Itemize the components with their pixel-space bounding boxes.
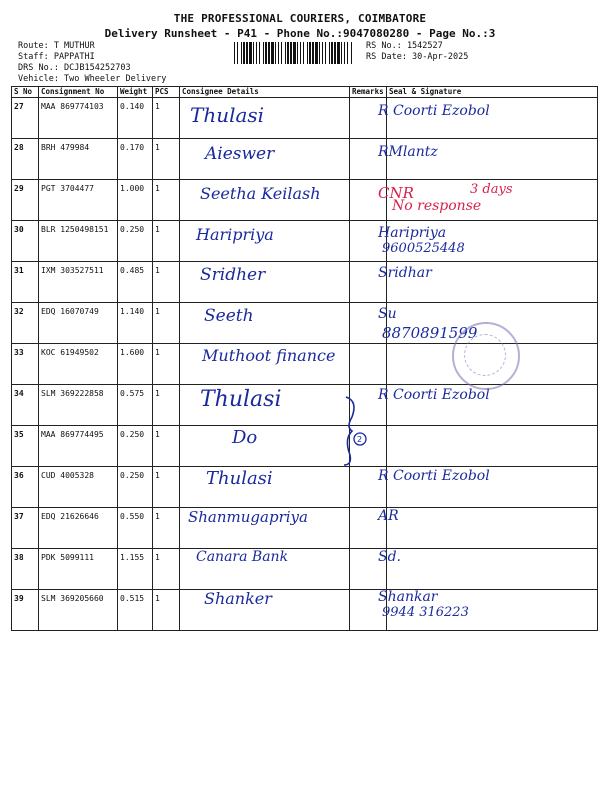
pcs-cell: 1 [153, 139, 180, 180]
consignee-name: Thulasi [206, 467, 273, 489]
barcode-bar [253, 42, 254, 64]
weight-cell: 0.575 [118, 385, 153, 426]
weight-cell: 0.250 [118, 426, 153, 467]
rs-date: RS Date: 30-Apr-2025 [366, 52, 469, 62]
signature-cell [387, 508, 598, 549]
runsheet-subtitle: Delivery Runsheet - P41 - Phone No.:9047080280 - Page No.:3 [104, 27, 496, 40]
consignee-name: Thulasi [200, 386, 282, 412]
weight-cell: 0.250 [118, 221, 153, 262]
route-info [18, 41, 166, 85]
pcs-cell: 1 [153, 98, 180, 139]
consignee-name: Haripriya [196, 224, 274, 244]
consignee-name: Shanker [204, 589, 272, 608]
barcode-bar [265, 42, 267, 64]
consignee-name: Shanmugapriya [188, 508, 308, 526]
signature: CNR [378, 184, 414, 202]
drs-label: DRS No.: DCJB154252703 [18, 63, 131, 73]
barcode-bar [315, 42, 318, 64]
consignee-name: Do [232, 427, 258, 448]
consignment-cell: BLR 1250498151 [39, 221, 118, 262]
consignment-cell: EDQ 16070749 [39, 303, 118, 344]
signature: R Coorti Ezobol [378, 467, 490, 484]
consignee-name: Seetha Keilash [200, 184, 321, 203]
sno-cell: 34 [12, 385, 39, 426]
signature: Haripriya [378, 224, 447, 241]
consignment-cell: PDK 5099111 [39, 549, 118, 590]
consignment-cell: SLM 369222858 [39, 385, 118, 426]
weight-cell: 1.600 [118, 344, 153, 385]
pcs-cell: 1 [153, 262, 180, 303]
barcode-bar [329, 42, 330, 64]
remarks-cell [350, 344, 387, 385]
table-row [12, 98, 598, 139]
signature: Shankar [378, 589, 438, 605]
consignment-cell: MAA 869774103 [39, 98, 118, 139]
remark-note: 3 days [470, 182, 513, 197]
company-title: THE PROFESSIONAL COURIERS, COIMBATORE [173, 12, 427, 25]
signature: Su [378, 305, 397, 322]
sno-cell: 28 [12, 139, 39, 180]
barcode-bar [263, 42, 264, 64]
table-row [12, 221, 598, 262]
barcode-bar [297, 42, 298, 64]
weight-cell: 1.155 [118, 549, 153, 590]
barcode-bar [337, 42, 340, 64]
table-row [12, 385, 598, 426]
consignment-cell: SLM 369205660 [39, 590, 118, 631]
barcode-bar [331, 42, 333, 64]
barcode-bar [300, 42, 301, 64]
barcode-bar [268, 42, 270, 64]
weight-cell: 1.140 [118, 303, 153, 344]
consignment-cell: PGT 3704477 [39, 180, 118, 221]
rs-number: RS No.: 1542527 [366, 41, 443, 51]
sno-cell: 36 [12, 467, 39, 508]
pcs-cell: 1 [153, 385, 180, 426]
bracket-mark-icon [340, 395, 368, 467]
weight-cell: 1.000 [118, 180, 153, 221]
barcode-bar [334, 42, 336, 64]
pcs-cell: 1 [153, 344, 180, 385]
consignment-cell: IXM 303527511 [39, 262, 118, 303]
signature: Sridhar [378, 265, 432, 281]
sno-cell: 32 [12, 303, 39, 344]
barcode-bar [303, 42, 304, 64]
signature-cell [387, 426, 598, 467]
col-remarks: Remarks [350, 87, 387, 98]
consignee-name: Seeth [204, 305, 254, 326]
consignment-cell: CUD 4005328 [39, 467, 118, 508]
barcode-bar [351, 42, 352, 64]
barcode-bar [249, 42, 252, 64]
consignee-name: Thulasi [190, 103, 265, 127]
barcode-bar [281, 42, 282, 64]
col-consignment: Consignment No [39, 87, 118, 98]
barcode-bar [243, 42, 245, 64]
table-row [12, 426, 598, 467]
sno-cell: 30 [12, 221, 39, 262]
table-row [12, 262, 598, 303]
barcode-bar [322, 42, 323, 64]
col-signature: Seal & Signature [387, 87, 598, 98]
consignment-cell: KOC 61949502 [39, 344, 118, 385]
pcs-cell: 1 [153, 426, 180, 467]
consignee-name: Canara Bank [196, 548, 289, 565]
pcs-cell: 1 [153, 221, 180, 262]
table-row [12, 139, 598, 180]
pcs-cell: 1 [153, 180, 180, 221]
seal-stamp-icon [452, 322, 520, 390]
col-consignee: Consignee Details [180, 87, 350, 98]
phone-number: 9944 316223 [382, 605, 469, 620]
signature: RMlantz [378, 143, 438, 160]
barcode-bar [344, 42, 345, 64]
bracket-number: 2 [357, 435, 363, 444]
pcs-cell: 1 [153, 508, 180, 549]
barcode-bar [234, 42, 235, 64]
barcode-bar [312, 42, 314, 64]
col-sno: S No [12, 87, 39, 98]
barcode-bar [319, 42, 320, 64]
pcs-cell: 1 [153, 549, 180, 590]
barcode-bar [290, 42, 292, 64]
runsheet-info [366, 41, 468, 63]
barcode-bar [278, 42, 279, 64]
barcode-bar [293, 42, 296, 64]
table-header-row [12, 87, 598, 98]
barcode-bar [325, 42, 326, 64]
remark-note: No response [392, 198, 482, 214]
barcode-bar [241, 42, 242, 64]
staff-label: Staff: PAPPATHI [18, 52, 95, 62]
sno-cell: 33 [12, 344, 39, 385]
signature: AR [378, 508, 399, 524]
sno-cell: 39 [12, 590, 39, 631]
weight-cell: 0.140 [118, 98, 153, 139]
signature: R Coorti Ezobol [378, 386, 490, 403]
barcode-bar [271, 42, 274, 64]
col-weight: Weight [118, 87, 153, 98]
barcode-bar [287, 42, 289, 64]
pcs-cell: 1 [153, 303, 180, 344]
barcode-bar [341, 42, 342, 64]
barcode-bar [259, 42, 260, 64]
weight-cell: 0.170 [118, 139, 153, 180]
sno-cell: 31 [12, 262, 39, 303]
sno-cell: 37 [12, 508, 39, 549]
phone-number: 8870891599 [382, 323, 478, 342]
weight-cell: 0.550 [118, 508, 153, 549]
consignment-cell: EDQ 21626646 [39, 508, 118, 549]
vehicle-label: Vehicle: Two Wheeler Delivery [18, 74, 167, 84]
barcode-bar [285, 42, 286, 64]
barcode-bar [237, 42, 238, 64]
consignment-cell: MAA 869774495 [39, 426, 118, 467]
weight-cell: 0.250 [118, 467, 153, 508]
sno-cell: 35 [12, 426, 39, 467]
signature: Sd. [378, 548, 402, 565]
consignment-cell: BRH 479984 [39, 139, 118, 180]
sno-cell: 38 [12, 549, 39, 590]
consignee-cell [180, 426, 350, 467]
barcode-bar [307, 42, 308, 64]
route-label: Route: T MUTHUR [18, 41, 95, 51]
table-row [12, 549, 598, 590]
weight-cell: 0.485 [118, 262, 153, 303]
barcode-bar [256, 42, 257, 64]
phone-number: 9600525448 [382, 240, 465, 256]
col-pcs: PCS [153, 87, 180, 98]
signature-cell [387, 549, 598, 590]
sno-cell: 27 [12, 98, 39, 139]
table-row [12, 590, 598, 631]
consignee-name: Muthoot finance [202, 346, 336, 365]
weight-cell: 0.515 [118, 590, 153, 631]
barcode-bar [347, 42, 348, 64]
barcode-icon [234, 42, 352, 64]
barcode-bar [246, 42, 248, 64]
barcode-bar [309, 42, 311, 64]
signature: R Coorti Ezobol [378, 103, 490, 119]
table-row [12, 467, 598, 508]
sno-cell: 29 [12, 180, 39, 221]
pcs-cell: 1 [153, 467, 180, 508]
consignee-name: Sridher [200, 265, 266, 285]
pcs-cell: 1 [153, 590, 180, 631]
consignee-name: Aieswer [205, 143, 275, 164]
barcode-bar [275, 42, 276, 64]
